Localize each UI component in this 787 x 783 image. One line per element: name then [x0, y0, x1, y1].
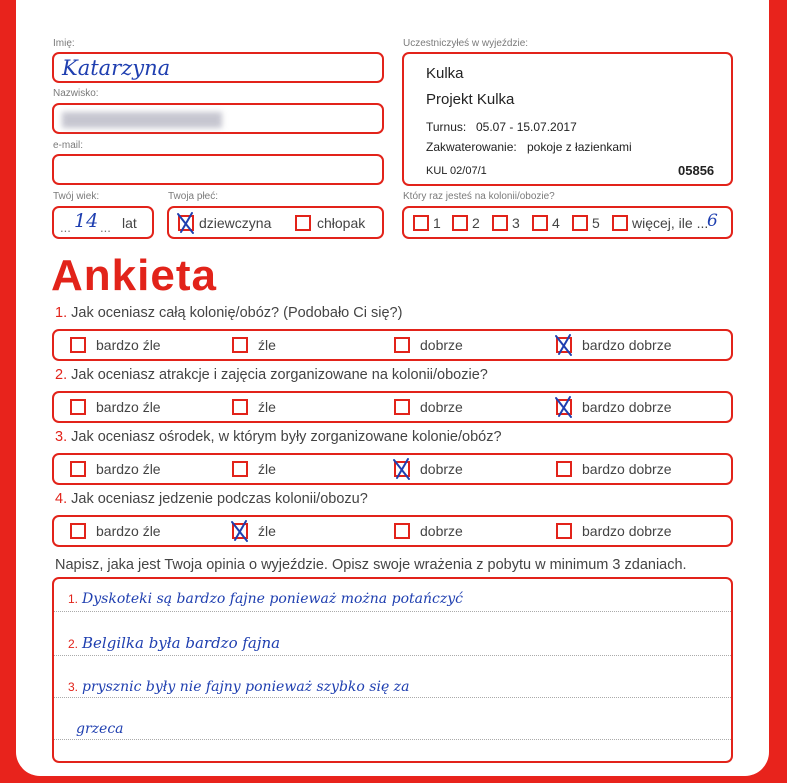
question-2-text: [55, 367, 488, 383]
answer-option-label: dobrze: [420, 337, 463, 353]
answer-option-label: źle: [258, 337, 276, 353]
times-option-3: 3: [512, 215, 520, 231]
opinion-box[interactable]: [52, 577, 733, 763]
times-checkbox-3[interactable]: [492, 215, 508, 231]
gender-field: [167, 206, 384, 239]
opinion-line-3: 3. prysznic były nie fajny ponieważ szybko się za: [68, 679, 410, 695]
times-value: 6: [707, 211, 718, 231]
email-field[interactable]: [52, 154, 384, 185]
answer-option-label: źle: [258, 523, 276, 539]
opinion-prompt: Napisz, jaka jest Twoja opinia o wyjeździe. Opisz swoje wrażenia z pobytu w minimum 3 zdaniach.: [55, 557, 687, 573]
age-field[interactable]: [52, 206, 154, 239]
ruled-line: [54, 697, 731, 698]
trip-name: Kulka: [426, 65, 464, 82]
answer-check-mark: [229, 519, 251, 543]
times-checkbox-more[interactable]: [612, 215, 628, 231]
question-1-text: [55, 305, 402, 321]
answer-check-mark: [553, 333, 575, 357]
question-4-text: [55, 491, 368, 507]
times-option-1: 1: [433, 215, 441, 231]
age-value: 14: [74, 210, 99, 232]
age-dots: ...: [60, 220, 71, 235]
answer-checkbox[interactable]: [556, 461, 572, 477]
question-3-answers: [52, 453, 733, 485]
question-label: Jak oceniasz ośrodek, w którym były zorganizowane kolonie/obóz?: [71, 429, 502, 445]
question-number: 1.: [55, 305, 68, 321]
answer-checkbox[interactable]: [232, 337, 248, 353]
question-1-answers: [52, 329, 733, 361]
answer-option-label: bardzo źle: [96, 399, 161, 415]
trip-turnus-label: Turnus:: [426, 120, 467, 134]
age-unit: lat: [122, 215, 137, 231]
times-checkbox-4[interactable]: [532, 215, 548, 231]
answer-option-label: dobrze: [420, 523, 463, 539]
question-label: Jak oceniasz jedzenie podczas kolonii/obozu?: [71, 491, 368, 507]
opinion-line-1: 1. Dyskoteki są bardzo fajne ponieważ można potańczyć: [68, 591, 463, 607]
answer-option-label: bardzo źle: [96, 461, 161, 477]
times-checkbox-2[interactable]: [452, 215, 468, 231]
ruled-line: [54, 655, 731, 656]
times-checkbox-5[interactable]: [572, 215, 588, 231]
answer-checkbox[interactable]: [394, 523, 410, 539]
answer-option-label: dobrze: [420, 461, 463, 477]
survey-sheet: [16, 0, 769, 776]
question-4-answers: [52, 515, 733, 547]
first-name-label: Imię:: [53, 38, 75, 49]
gender-female-label: dziewczyna: [199, 215, 272, 231]
trip-accommodation-label: Zakwaterowanie:: [426, 140, 517, 154]
times-option-5: 5: [592, 215, 600, 231]
trip-project: Projekt Kulka: [426, 91, 515, 108]
trip-turnus-value: 05.07 - 15.07.2017: [476, 120, 577, 134]
times-checkbox-1[interactable]: [413, 215, 429, 231]
answer-checkbox[interactable]: [232, 461, 248, 477]
email-label: e-mail:: [53, 140, 84, 151]
trip-info-box: [402, 52, 733, 186]
answer-option-label: bardzo dobrze: [582, 523, 672, 539]
answer-option-label: bardzo dobrze: [582, 399, 672, 415]
survey-title: Ankieta: [51, 251, 217, 300]
trip-accommodation-value: pokoje z łazienkami: [527, 140, 632, 154]
trip-number: 05856: [678, 163, 715, 178]
ruled-line: [54, 611, 731, 612]
answer-option-label: bardzo źle: [96, 337, 161, 353]
ruled-line: [54, 739, 731, 740]
answer-checkbox[interactable]: [394, 399, 410, 415]
question-3-text: [55, 429, 502, 445]
answer-checkbox[interactable]: [394, 337, 410, 353]
question-label: Jak oceniasz atrakcje i zajęcia zorganizowane na kolonii/obozie?: [71, 367, 488, 383]
opinion-line-2: 2. Belgilka była bardzo fajna: [68, 634, 281, 652]
answer-checkbox[interactable]: [70, 337, 86, 353]
question-number: 4.: [55, 491, 68, 507]
answer-check-mark: [553, 395, 575, 419]
answer-option-label: dobrze: [420, 399, 463, 415]
trip-label: Uczestniczyłeś w wyjeździe:: [403, 38, 529, 49]
gender-male-label: chłopak: [317, 215, 366, 231]
last-name-label: Nazwisko:: [53, 88, 99, 99]
times-field: [402, 206, 733, 239]
age-dots-after: ...: [100, 220, 111, 235]
question-number: 2.: [55, 367, 68, 383]
answer-checkbox[interactable]: [70, 399, 86, 415]
question-number: 3.: [55, 429, 68, 445]
answer-option-label: bardzo dobrze: [582, 337, 672, 353]
answer-option-label: bardzo dobrze: [582, 461, 672, 477]
answer-checkbox[interactable]: [556, 523, 572, 539]
answer-check-mark: [391, 457, 413, 481]
answer-option-label: źle: [258, 461, 276, 477]
gender-label: Twoja płeć:: [168, 191, 219, 202]
answer-option-label: źle: [258, 399, 276, 415]
opinion-line-4: grzeca: [76, 721, 124, 737]
trip-code: KUL 02/07/1: [426, 165, 487, 177]
question-2-answers: [52, 391, 733, 423]
gender-female-check-mark: [175, 211, 197, 235]
age-label: Twój wiek:: [53, 191, 100, 202]
answer-checkbox[interactable]: [232, 399, 248, 415]
answer-option-label: bardzo źle: [96, 523, 161, 539]
times-option-2: 2: [472, 215, 480, 231]
first-name-field[interactable]: [52, 52, 384, 83]
last-name-field[interactable]: [52, 103, 384, 134]
blurred-surname: [62, 112, 222, 128]
times-label: Który raz jesteś na kolonii/obozie?: [403, 191, 555, 202]
answer-checkbox[interactable]: [70, 523, 86, 539]
gender-male-checkbox[interactable]: [295, 215, 311, 231]
first-name-value: Katarzyna: [62, 56, 171, 80]
answer-checkbox[interactable]: [70, 461, 86, 477]
question-label: Jak oceniasz całą kolonię/obóz? (Podobało Ci się?): [71, 305, 403, 321]
times-option-4: 4: [552, 215, 560, 231]
times-more-label: więcej, ile ...: [632, 215, 709, 231]
